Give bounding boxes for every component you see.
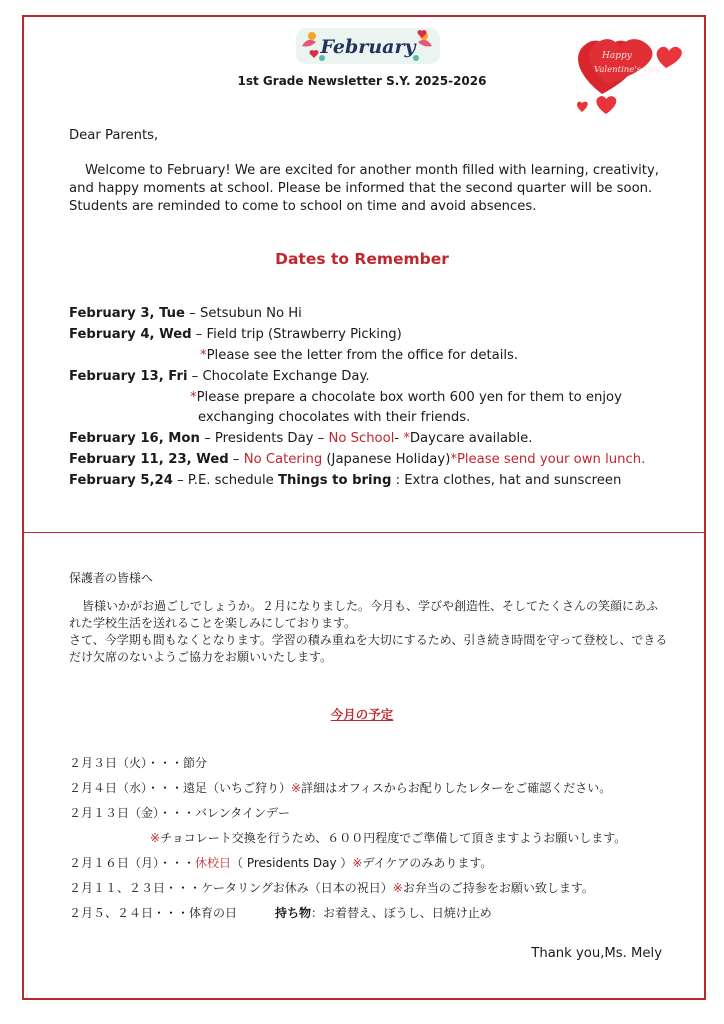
february-logo [292, 24, 444, 68]
date-row: February 11, 23, Wed – No Catering (Japanese Holiday)*Please send your own lunch. [69, 452, 646, 467]
jp-date-row: ２月１１、２３日・・・ケータリングお休み（日本の祝日）※お弁当のご持参をお願い致します。 [69, 881, 594, 895]
jp-date-row: ２月１６日（月）・・・休校日（ Presidents Day ）※デイケアのみあります。 [69, 856, 493, 870]
date-row: February 4, Wed – Field trip (Strawberry Picking) [69, 327, 402, 342]
section-divider [24, 532, 704, 533]
valentine-hearts-image [568, 28, 686, 116]
english-intro: Welcome to February! We are excited for another month filled with learning, creativity, and happy moments at school. Please be informed that the second quarter will be soon. Students are reminded to come to school on time and avoid absences. [69, 163, 659, 214]
date-note-continued: exchanging chocolates with their friends. [198, 410, 471, 425]
date-row: February 5,24 – P.E. schedule Things to bring : Extra clothes, hat and sunscreen [69, 473, 622, 488]
dates-heading: Dates to Remember [275, 250, 449, 268]
jp-date-row: ２月１３日（金）・・・バレンタインデー [69, 806, 290, 820]
jp-date-row: ２月５、２４日・・・体育の日 持ち物：お着替え、ぼうし、日焼け止め [69, 906, 492, 920]
jp-date-row: ２月４日（水）・・・遠足（いちご狩り）※詳細はオフィスからお配りしたレターをご確認ください。 [69, 781, 612, 795]
date-note: *Please prepare a chocolate box worth 600 yen for them to enjoy [190, 390, 622, 405]
japanese-intro-para2: さて、今学期も間もなくとなります。学習の積み重ねを大切にするため、引き続き時間を守って登校し、できるだけ欠席のないようご協力をお願いいたします。 [69, 633, 668, 664]
japanese-intro [69, 598, 669, 666]
jp-date-note: ※チョコレート交換を行うため、６００円程度でご準備して頂きますようお願いします。 [150, 831, 627, 845]
english-greeting: Dear Parents, [69, 128, 159, 143]
date-row: February 13, Fri – Chocolate Exchange Day. [69, 369, 370, 384]
date-row: February 3, Tue – Setsubun No Hi [69, 306, 302, 321]
jp-date-row: ２月３日（火）・・・節分 [69, 756, 208, 770]
date-row: February 16, Mon – Presidents Day – No School- *Daycare available. [69, 431, 533, 446]
japanese-greeting: 保護者の皆様へ [69, 571, 154, 585]
signature: Thank you,Ms. Mely [531, 946, 662, 961]
valentine-text-happy: Happy [602, 51, 632, 61]
japanese-intro-para1: 皆様いかがお過ごしでしょうか。２月になりました。今月も、学びや創造性、そしてたくさんの笑顔にあふれた学校生活を送れることを楽しみにしております。 [69, 599, 659, 630]
japanese-schedule-heading: 今月の予定 [330, 707, 394, 722]
february-logo-text: February [320, 36, 416, 58]
newsletter-title: 1st Grade Newsletter S.Y. 2025-2026 [237, 74, 487, 88]
valentine-text-day: Valentine's Day [594, 65, 661, 75]
date-note: *Please see the letter from the office for details. [200, 348, 519, 363]
